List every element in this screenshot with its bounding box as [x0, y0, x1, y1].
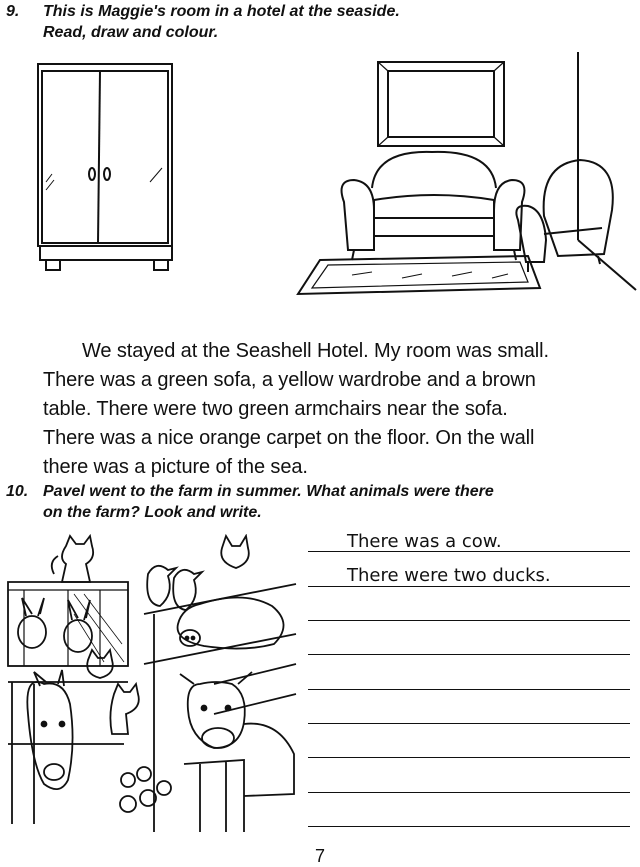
- carpet-icon: [298, 256, 540, 294]
- page-number: 7: [314, 846, 325, 866]
- task-9-heading: [6, 2, 626, 44]
- story-line: There was a green sofa, a yellow wardrobe and a brown: [43, 369, 536, 391]
- task-9-instruction-line-2: Read, draw and colour.: [43, 24, 219, 41]
- task-10-heading: [6, 482, 626, 524]
- story-line: We stayed at the Seashell Hotel. My room was small.: [82, 340, 549, 362]
- story-line: There was a nice orange carpet on the floor. On the wall: [43, 427, 535, 449]
- writing-line: [308, 551, 630, 552]
- story-paragraph: [43, 337, 633, 482]
- writing-line: [308, 620, 630, 621]
- answer-2: There were two ducks.: [347, 565, 551, 586]
- picture-frame-icon: [378, 62, 504, 146]
- task-9-instruction-line-1: This is Maggie's room in a hotel at the seaside.: [43, 3, 400, 20]
- cow-icon: [180, 672, 294, 796]
- writing-line: [308, 689, 630, 690]
- writing-line: [308, 586, 630, 587]
- story-line: there was a picture of the sea.: [43, 456, 308, 478]
- task-10-instruction-line-2: on the farm? Look and write.: [43, 504, 262, 521]
- farm-illustration: [4, 534, 300, 832]
- task-9-number: 9.: [6, 3, 20, 20]
- task-10-number: 10.: [6, 483, 29, 500]
- wardrobe-illustration: [30, 62, 180, 276]
- answer-1: There was a cow.: [347, 531, 502, 552]
- armchair-icon: [516, 160, 612, 272]
- chick-icon: [120, 767, 171, 812]
- writing-line: [308, 654, 630, 655]
- writing-line: [308, 792, 630, 793]
- room-illustration: [282, 50, 638, 310]
- writing-line: [308, 757, 630, 758]
- task-10-instruction-line-1: Pavel went to the farm in summer. What animals were there: [43, 483, 494, 500]
- writing-line: [308, 826, 630, 827]
- writing-line: [308, 723, 630, 724]
- cat-icon: [221, 536, 249, 568]
- cat-icon: [52, 536, 93, 582]
- sofa-icon: [342, 152, 525, 260]
- cat-icon: [87, 650, 139, 734]
- story-line: table. There were two green armchairs near the sofa.: [43, 398, 508, 420]
